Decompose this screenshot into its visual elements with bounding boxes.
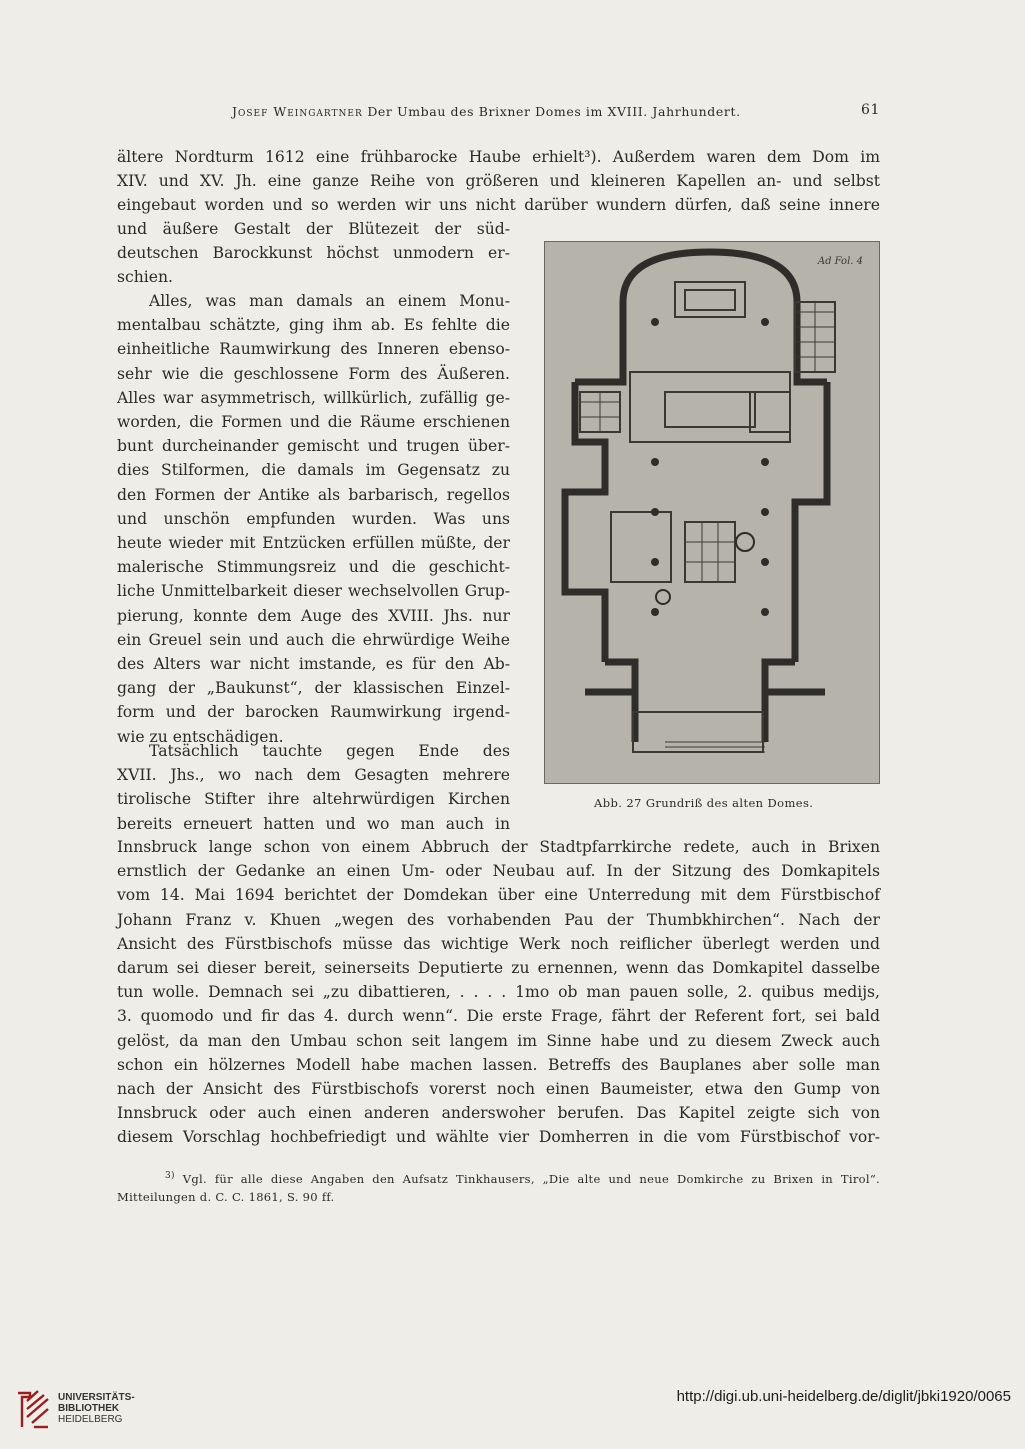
floor-plan-drawing [545, 242, 879, 783]
text-line: heute wieder mit Entzücken erfüllen müßte, der [117, 534, 510, 553]
text-line: Tatsächlich tauchte gegen Ende des [149, 742, 510, 760]
library-logo-icon [14, 1387, 52, 1431]
source-url[interactable]: http://digi.ub.uni-heidelberg.de/diglit/jbki1920/0065 [676, 1388, 1011, 1405]
text-line: Innsbruck oder auch einen anderen anderswoher berufen. Das Kapitel zeigte sich von [117, 1104, 880, 1123]
text-line: Innsbruck lange schon von einem Abbruch der Stadtpfarrkirche redete, auch in Brixen [117, 838, 880, 856]
text-line: malerische Stimmungsreiz und die geschicht- [117, 558, 510, 577]
text-line: den Formen der Antike als barbarisch, regellos [117, 485, 510, 504]
text-line: und unschön empfunden wurden. Was uns [117, 509, 510, 528]
text-line: form und der barocken Raumwirkung irgend- [117, 703, 510, 722]
running-head [232, 104, 892, 124]
text-line: schien. [117, 268, 173, 287]
text-line: 3. quomodo und fir das 4. durch wenn“. Die erste Frage, fährt der Referent fort, sei bald [117, 1007, 880, 1026]
library-name [58, 1392, 135, 1425]
text-line: darum sei dieser bereit, seinerseits Deputierte zu ernennen, wenn das Domkapitel dasselbe [117, 959, 880, 978]
page-number: 61 [860, 102, 880, 118]
header-title: Der Umbau des Brixner Domes im XVIII. Jahrhundert. [367, 104, 741, 119]
footnote [117, 1170, 880, 1206]
text-line: ältere Nordturm 1612 eine frühbarocke Haube erhielt³). Außerdem waren dem Dom im [117, 148, 880, 166]
text-line: XVII. Jhs., wo nach dem Gesagten mehrere [117, 766, 510, 785]
figure-caption: Abb. 27 Grundriß des alten Domes. [594, 796, 814, 810]
text-line: bunt durcheinander gemischt und trugen über- [117, 437, 510, 456]
text-line: gelöst, da man den Umbau schon seit langem im Sinne habe und zu diesem Zweck auch [117, 1031, 880, 1050]
text-line: Alles war asymmetrisch, willkürlich, zufällig ge- [117, 388, 510, 407]
text-line: wie zu entschädigen. [117, 727, 284, 746]
text-line: ernstlich der Gedanke an einen Um- oder Neubau auf. In der Sitzung des Domkapitels [117, 862, 880, 881]
paragraph-3-narrow [117, 739, 510, 836]
text-line: Ansicht des Fürstbischofs müsse das wichtige Werk noch reiflicher überlegt werden und [117, 934, 880, 953]
text-line: liche Unmittelbarkeit dieser wechselvollen Grup- [117, 582, 510, 601]
text-line: Johann Franz v. Khuen „wegen des vorhabenden Pau der Thumbkhirchen“. Nach der [117, 910, 880, 929]
library-name-line-3: HEIDELBERG [58, 1414, 123, 1425]
footnote-text-1: Vgl. für alle diese Angaben den Aufsatz Tinkhausers, „Die alte und neue Domkirche zu Brixen in Tirol“. [182, 1172, 880, 1186]
library-logo-block [14, 1387, 174, 1433]
text-line: bereits erneuert hatten und wo man auch in [117, 814, 510, 833]
text-line: dies Stilformen, die damals im Gegensatz zu [117, 461, 510, 480]
text-line: pierung, konnte dem Auge des XVIII. Jhs. nur [117, 606, 510, 625]
floor-plan-figure [544, 241, 880, 784]
text-line: deutschen Barockkunst höchst unmodern er- [117, 244, 510, 263]
text-line: des Alters war nicht imstande, es für den Ab- [117, 655, 510, 674]
footnote-line-2: Mitteilungen d. C. C. 1861, S. 90 ff. [117, 1190, 335, 1204]
text-line: einheitliche Raumwirkung des Inneren ebenso- [117, 340, 510, 359]
paragraph-1-narrow [117, 217, 510, 290]
text-line: diesem Vorschlag hochbefriedigt und wählte vier Domherren in die vom Fürstbischof vor- [117, 1128, 880, 1147]
library-name-line-2: BIBLIOTHEK [58, 1403, 120, 1414]
footnote-marker: 3) [165, 1171, 175, 1182]
text-line: mentalbau schätzte, ging ihm ab. Es fehlte die [117, 316, 510, 335]
text-line: und äußere Gestalt der Blütezeit der süd- [117, 220, 510, 238]
text-line: schon ein hölzernes Modell habe machen lassen. Betreffs des Bauplanes aber solle man [117, 1055, 880, 1074]
header-author: Josef Weingartner [232, 104, 363, 119]
text-line: eingebaut worden und so werden wir uns nicht darüber wundern dürfen, daß seine innere [117, 196, 880, 215]
library-name-line-1: UNIVERSITÄTS- [58, 1392, 135, 1403]
footnote-line-1 [117, 1170, 880, 1188]
paragraph-2 [117, 289, 510, 749]
text-line: ein Greuel sein und auch die ehrwürdige Weihe [117, 630, 510, 649]
text-line: Alles, was man damals an einem Monu- [149, 292, 510, 310]
text-line: gang der „Baukunst“, der klassischen Einzel- [117, 679, 510, 698]
text-line: XIV. und XV. Jh. eine ganze Reihe von größeren und kleineren Kapellen an- und selbst [117, 172, 880, 191]
text-line: vom 14. Mai 1694 berichtet der Domdekan über eine Unterredung mit dem Fürstbischof [117, 886, 880, 905]
text-line: sehr wie die geschlossene Form des Äußeren. [117, 364, 510, 383]
text-line: nach der Ansicht des Fürstbischofs vorerst noch einen Baumeister, etwa den Gump von [117, 1080, 880, 1099]
figure-corner-label: Ad Fol. 4 [817, 256, 863, 267]
text-line: tirolische Stifter ihre altehrwürdigen Kirchen [117, 790, 510, 809]
paragraph-3-full [117, 835, 880, 1150]
paragraph-1-full [117, 145, 880, 218]
text-line: tun wolle. Demnach sei „zu dibattieren, . . . . 1mo ob man pauen solle, 2. quibus medijs, [117, 983, 880, 1002]
text-line: worden, die Formen und die Räume erschienen [117, 413, 510, 432]
